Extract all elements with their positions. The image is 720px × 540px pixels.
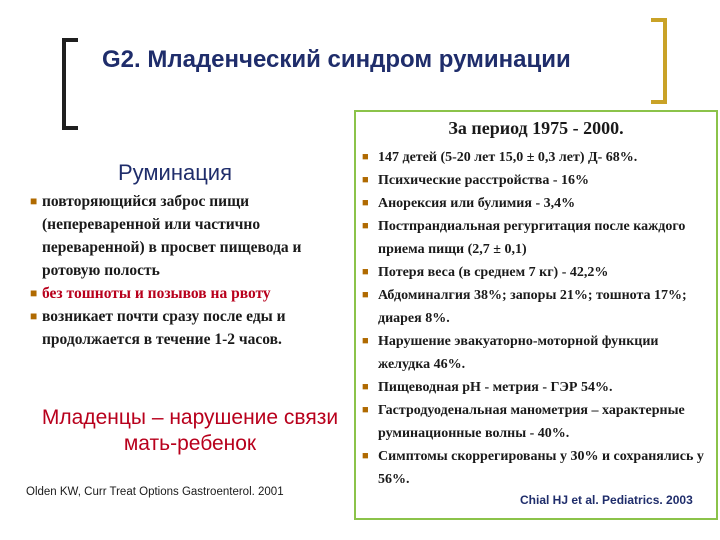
square-bullet-icon: ■ (362, 151, 369, 163)
list-item: ■ Абдоминалгия 38%; запоры 21%; тошнота 17%; диарея 8%. (362, 284, 714, 330)
list-item: ■ Пищеводная рН - метрия - ГЭР 54%. (362, 376, 714, 399)
left-citation: Olden KW, Curr Treat Options Gastroenterol. 2001 (26, 486, 284, 498)
slide-title: G2. Младенческий синдром руминации (102, 46, 571, 73)
square-bullet-icon: ■ (362, 450, 369, 462)
square-bullet-icon: ■ (362, 404, 369, 416)
right-citation: Chial HJ et al. Pediatrics. 2003 (520, 493, 693, 507)
square-bullet-icon: ■ (362, 174, 369, 186)
square-bullet-icon: ■ (30, 286, 38, 300)
study-period-heading: За период 1975 - 2000. (448, 118, 624, 138)
square-bullet-icon: ■ (362, 220, 369, 232)
square-bullet-icon: ■ (362, 266, 369, 278)
list-item: ■ Симптомы скоррегированы у 30% и сохранялись у 56%. (362, 445, 714, 491)
rumination-heading: Руминация (117, 160, 233, 185)
study-findings-list (362, 146, 714, 491)
list-item: ■ возникает почти сразу после еды и продолжается в течение 1-2 часов. (30, 305, 350, 351)
list-item: ■ 147 детей (5-20 лет 15,0 ± 0,3 лет) Д- 68%. (362, 146, 714, 169)
square-bullet-icon: ■ (362, 381, 369, 393)
list-item: ■ Нарушение эвакуаторно-моторной функции желудка 46%. (362, 330, 714, 376)
list-item: ■ повторяющийся заброс пищи (непереваренной или частично переваренной) в просвет пищевода и ротовую полость (30, 190, 350, 282)
infant-emphasis-text: Младенцы – нарушение связи мать-ребенок (41, 406, 339, 455)
square-bullet-icon: ■ (362, 335, 369, 347)
square-bullet-icon: ■ (30, 309, 38, 323)
list-item: ■ Гастродуоденальная манометрия – характерные руминационные волны - 40%. (362, 399, 714, 445)
left-bracket-decoration (62, 38, 78, 130)
square-bullet-icon: ■ (30, 194, 38, 208)
list-item: ■ Психические расстройства - 16% (362, 169, 714, 192)
list-item: ■ Потеря веса (в среднем 7 кг) - 42,2% (362, 261, 714, 284)
square-bullet-icon: ■ (362, 289, 369, 301)
rumination-definition-list (30, 190, 350, 351)
list-item: ■ без тошноты и позывов на рвоту (30, 282, 350, 305)
list-item: ■ Анорексия или булимия - 3,4% (362, 192, 714, 215)
right-bracket-decoration (651, 18, 667, 104)
square-bullet-icon: ■ (362, 197, 369, 209)
list-item: ■ Постпрандиальная регургитация после каждого приема пищи (2,7 ± 0,1) (362, 215, 714, 261)
